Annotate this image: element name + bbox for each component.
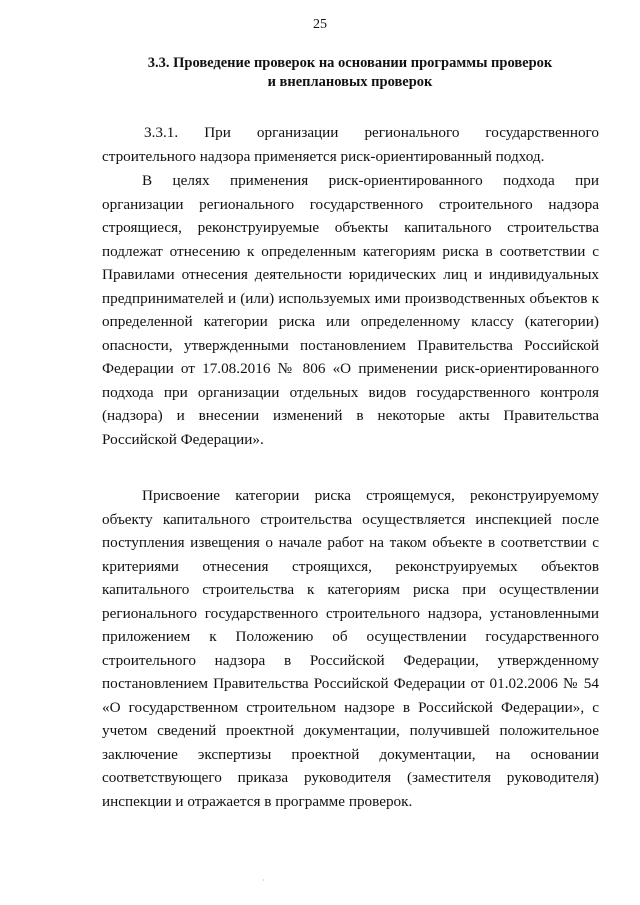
section-heading-line-2: и внеплановых проверок bbox=[267, 74, 433, 90]
paragraph-risk-assignment bbox=[102, 484, 599, 813]
section-heading-line-1: 3.3. Проведение проверок на основании программы проверок bbox=[147, 55, 553, 71]
paragraph-text: Присвоение категории риска строящемуся, реконструируемому объекту капитального строительства осуществляется инспекцией после поступления извещения о начале работ на таком объекте в соответствии с критериями отнесения строящихся, реконструируемых объектов капитального строительства к категориям риска при осуществлении регионального государственного строительного надзора, установленными приложением к Положению об осуществлении государственного строительного надзора в Российской Федерации, утвержденному постановлением Правительства Российской Федерации от 01.02.2006 № 54 «О государственном строительном надзоре в Российской Федерации», с учетом сведений проектной документации, получившей положительное заключение экспертизы проектной документации, на основании соответствующего приказа руководителя (заместителя руководителя) инспекции и отражается в программе проверок. bbox=[102, 487, 599, 810]
paragraph-text: 3.3.1. При организации регионального государственного строительного надзора применяется риск-ориентированный подход. bbox=[102, 124, 599, 165]
page-number: 25 bbox=[313, 17, 327, 32]
section-heading bbox=[110, 54, 590, 92]
paragraph-3-3-1 bbox=[102, 121, 599, 168]
paragraph-risk-approach bbox=[102, 169, 599, 451]
paragraph-text: В целях применения риск-ориентированного подхода при организации регионального государственного строительного надзора строящиеся, реконструируемые объекты капитального строительства подлежат отнесению к определенным категориям риска в соответствии с Правилами отнесения деятельности юридических лиц и индивидуальных предпринимателей и (или) используемых ими производственных объектов к определенной категории риска или определенному классу (категории) опасности, утвержденными постановлением Правительства Российской Федерации от 17.08.2016 № 806 «О применении риск-ориентированного подхода при организации отдельных видов государственного контроля (надзора) и внесении изменений в некоторые акты Правительства Российской Федерации». bbox=[102, 172, 599, 448]
scan-speck: · bbox=[262, 876, 265, 885]
